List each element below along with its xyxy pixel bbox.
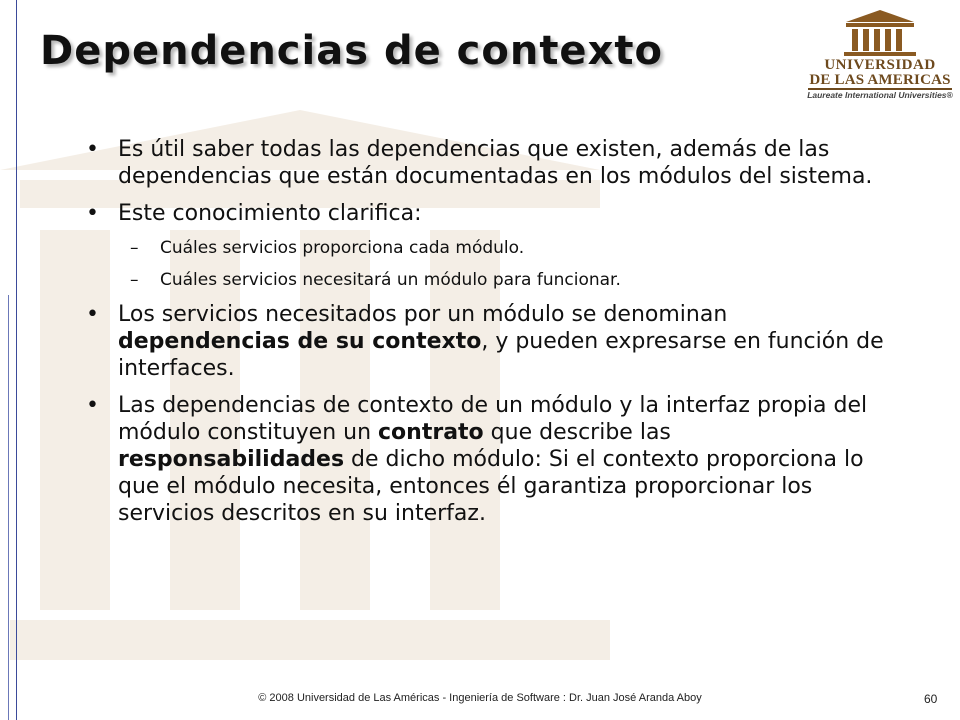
logo-text-laureate: Laureate International Universities® [807, 90, 953, 100]
sub-bullet-item [86, 269, 886, 291]
bullet-icon: • [86, 137, 99, 162]
bold-term: contrato [378, 420, 484, 445]
bullet-item [86, 200, 886, 227]
sub-bullet-item [86, 237, 886, 259]
slide-body [86, 136, 886, 537]
bold-term: dependencias de su contexto [118, 329, 482, 354]
bullet-text: de dicho módulo: Si el contexto proporciona lo que el módulo necesita, entonces él garantiza proporcionar los servicios descritos en su interfaz. [118, 447, 864, 526]
left-accent-line [16, 0, 17, 720]
university-logo [806, 8, 954, 100]
logo-text-de-las-americas: DE LAS AMERICAS [809, 72, 951, 88]
building-logo-icon [806, 8, 954, 58]
logo-text-universidad: UNIVERSIDAD [824, 57, 936, 73]
bullet-text: Los servicios necesitados por un módulo se denominan [118, 302, 728, 327]
slide-title: Dependencias de contexto [40, 28, 663, 74]
bullet-item [86, 136, 886, 190]
bullet-text: Cuáles servicios proporciona cada módulo. [160, 238, 525, 258]
bullet-text: Las dependencias de contexto de un módulo y la interfaz propia del módulo constituyen un [118, 393, 868, 445]
dash-icon: – [130, 238, 139, 258]
bullet-text: que describe las [483, 420, 671, 445]
bullet-icon: • [86, 302, 99, 327]
bullet-icon: • [86, 393, 99, 418]
bullet-icon: • [86, 201, 99, 226]
bullet-text: Este conocimiento clarifica: [118, 201, 422, 226]
left-accent-line-secondary [8, 295, 9, 720]
slide-footer: © 2008 Universidad de Las Américas - Ingeniería de Software : Dr. Juan José Aranda Aboy [258, 692, 702, 704]
bullet-text: , y pueden expresarse en función de interfaces. [118, 329, 884, 381]
bullet-item [86, 301, 886, 382]
bullet-text: Cuáles servicios necesitará un módulo para funcionar. [160, 270, 621, 290]
bold-term: responsabilidades [118, 447, 345, 472]
bullet-item [86, 392, 886, 527]
page-number: 60 [924, 692, 938, 706]
dash-icon: – [130, 270, 139, 290]
bullet-text: Es útil saber todas las dependencias que existen, además de las dependencias que están documentadas en los módulos del sistema. [118, 137, 873, 189]
